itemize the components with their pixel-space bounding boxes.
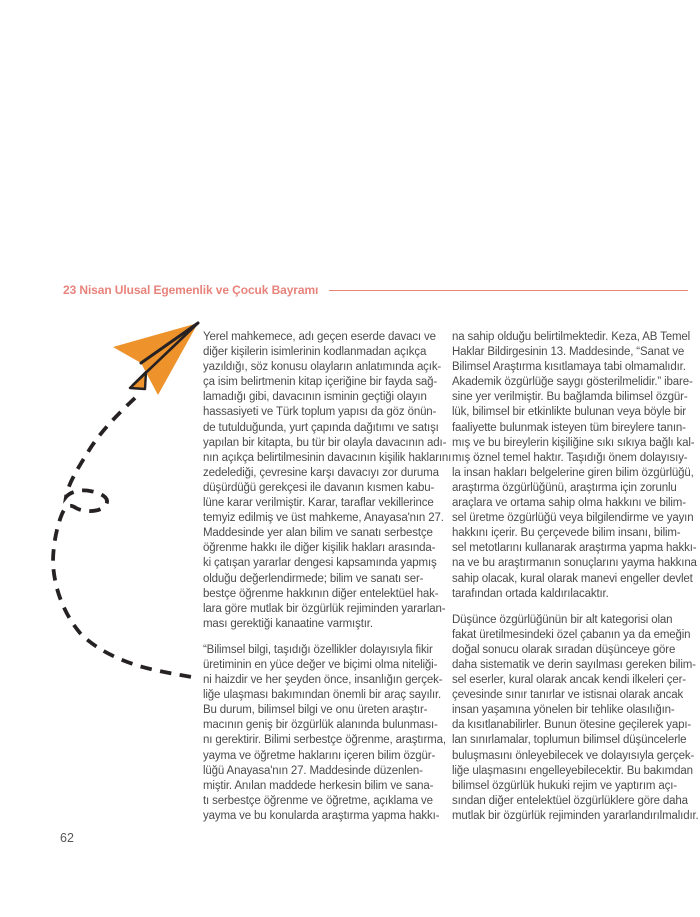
text-line: bilimsel özgürlük hukuki rejim ve yaptırım açı- (452, 779, 677, 792)
text-line: “Bilimsel bilgi, taşıdığı özellikler dolayısıyla fikir (203, 643, 433, 656)
text-line: sine yer verilmiştir. Bu bağlamda bilimsel özgür- (452, 391, 688, 404)
paragraph (452, 613, 699, 824)
text-line: araştırma özgürlüğünü, araştırma için zorunlu (452, 481, 677, 494)
text-line: üretiminin en yüce değer ve biçimi olma niteliği- (203, 658, 438, 671)
text-line: nı gerektirir. Bilimi serbestçe öğrenme, araştırma, (203, 734, 446, 747)
text-line: ni haizdir ve her şeyden önce, insanlığın gerçek- (203, 674, 443, 687)
text-line: macının geniş bir özgürlük alanında bulunması- (203, 719, 438, 732)
text-line: nın açıkça belirtilmesinin davacının kişilik haklarını (203, 451, 452, 464)
text-line: yayma ve bu konularda araştırma yapma hakkı- (203, 809, 440, 822)
section-title: 23 Nisan Ulusal Egemenlik ve Çocuk Bayramı (63, 283, 319, 297)
text-line: yayma ve öğretme haklarını içeren bilim özgür- (203, 749, 436, 762)
text-line: liğe ulaşmasını engelleyebilecektir. Bu bakımdan (452, 764, 693, 777)
text-line: de tutulduğunda, yurt çapında dağıtımı ve satışı (203, 421, 439, 434)
text-column-left (203, 330, 452, 835)
text-line: sından diğer entelektüel özgürlüklere göre daha (452, 794, 688, 807)
text-line: na sahip olduğu belirtilmektedir. Keza, AB Temel (452, 331, 691, 343)
text-line: fakat üretilmesindeki özel çabanın ya da emeğin (452, 628, 691, 641)
text-line: Haklar Bildirgesinin 13. Maddesinde, “Sanat ve (452, 346, 685, 359)
text-line: yazıldığı, söz konusu olayların anlatımında açık- (203, 361, 442, 374)
text-line: ki çatışan yararlar dengesi kapsamında yapmış (203, 557, 437, 570)
text-line: zedelediği, çevresine karşı davacıyı zor duruma (203, 466, 439, 479)
text-line: hakkını içerir. Bu çerçevede bilim insanı, bilim- (452, 527, 681, 540)
text-line: temyiz edilmiş ve üst mahkeme, Anayasa'nın 27. (203, 512, 444, 525)
text-line: lüne karar verilmiştir. Karar, taraflar vekillerince (203, 497, 434, 510)
text-line: ması gerektiği kanaatine varmıştır. (203, 617, 373, 630)
paragraph (203, 330, 452, 632)
text-line: olduğu değerlendirmede; bilim ve sanatı ser- (203, 572, 424, 585)
text-line: doğal sonucu olarak sıradan düşünceye göre (452, 643, 676, 656)
text-line: hassasiyeti ve Türk toplum yapısı da göz önün- (203, 406, 437, 419)
text-line: Yerel mahkemece, adı geçen eserde davacı ve (203, 331, 436, 343)
text-line: la insan hakları belgelerine giren bilim özgürlüğü, (452, 466, 694, 479)
text-line: çevesinde sınır tanırlar ve istisnai olarak ancak (452, 689, 684, 702)
text-line: buluşmasını önleyebilecek ve dolayısıyla gerçek- (452, 749, 695, 762)
page-number: 62 (60, 831, 74, 845)
text-line: miştir. Anılan maddede herkesin bilim ve sana- (203, 779, 434, 792)
text-line: faaliyette bulunmak isteyen tüm bireylere tanın- (452, 421, 686, 434)
text-line: insan yaşamına yönelen bir tehlike olasılığın- (452, 704, 675, 717)
text-line: sel eserler, kural olarak ancak kendi ilkeleri çer- (452, 674, 686, 687)
text-line: düşürdüğü gerekçesi ile davanın kısmen kabu- (203, 481, 435, 494)
text-line: öğrenme hakkı ile diğer kişilik hakları arasında- (203, 542, 436, 555)
text-column-right (452, 330, 699, 835)
text-line: Bu durum, bilimsel bilgi ve onu üreten araştır- (203, 704, 428, 717)
text-line: lamadığı gibi, davacının isminin geçtiği olayın (203, 391, 427, 404)
text-line: lüğü Anayasa'nın 27. Maddesinde düzenlen- (203, 764, 423, 777)
text-line: yapılan bir kitapta, bu tür bir olayla davacının adı- (203, 436, 447, 449)
text-line: araçlara ve ortama sahip olma hakkını ve bilim- (452, 497, 686, 510)
text-line: lara göre mutlak bir özgürlük rejiminden yararlan- (203, 602, 446, 615)
text-line: tarafından ortada kaldırılacaktır. (452, 587, 609, 600)
text-line: sel metotlarını kullanarak araştırma yapma hakkı- (452, 542, 697, 555)
section-header (63, 283, 688, 297)
paragraph (452, 330, 697, 602)
text-line: Düşünce özgürlüğünün bir alt kategorisi olan (452, 613, 673, 626)
paragraph (203, 643, 446, 824)
text-line: diğer kişilerin isimlerinin kodlanmadan açıkça (203, 346, 427, 359)
text-line: tı serbestçe öğrenme ve öğretme, açıklama ve (203, 794, 433, 807)
text-line: Bilimsel Araştırma kısıtlamaya tabi olmamalıdır. (452, 361, 686, 374)
text-line: ça isim belirtmenin kitap içeriğine bir fayda sağ- (203, 376, 438, 389)
text-line: mış öznel temel haktır. Taşıdığı önem dolayısıy- (452, 451, 688, 464)
text-line: lan sınırlamalar, toplumun bilimsel düşüncelerle (452, 734, 687, 747)
text-line: mutlak bir özgürlük rejiminden yararlandırılmalıdır. (452, 809, 699, 822)
text-line: liğe ulaşması bakımından önemli bir araç sayılır. (203, 689, 442, 702)
paper-airplane-icon (104, 319, 202, 401)
text-line: sahip olacak, kural olarak manevi engeller devlet (452, 572, 693, 585)
text-line: daha sistematik ve derin sayılması gereken bilim- (452, 658, 696, 671)
text-line: lük, bilimsel bir etkinlikte bulunan veya böyle bir (452, 406, 686, 419)
text-line: na ve bu araştırmanın sonuçlarını yayma hakkına (452, 557, 697, 570)
text-line: mış ve bu bireylerin kişiliğine sıkı sıkıya bağlı kal- (452, 436, 695, 449)
flight-trail (45, 390, 205, 690)
flight-trail-path (53, 398, 192, 677)
text-line: da kısıtlanabilirler. Bunun ötesine geçilerek yapı- (452, 719, 692, 732)
text-line: Akademik özgürlüğe saygı gösterilmelidir.” ibare- (452, 376, 693, 389)
text-line: sel üretme özgürlüğü veya bilgilendirme ve yayın (452, 512, 694, 525)
text-line: bestçe öğrenme hakkının diğer entelektüel hak- (203, 587, 439, 600)
text-line: Maddesinde yer alan bilim ve sanatı serbestçe (203, 527, 433, 540)
header-rule (329, 290, 688, 291)
